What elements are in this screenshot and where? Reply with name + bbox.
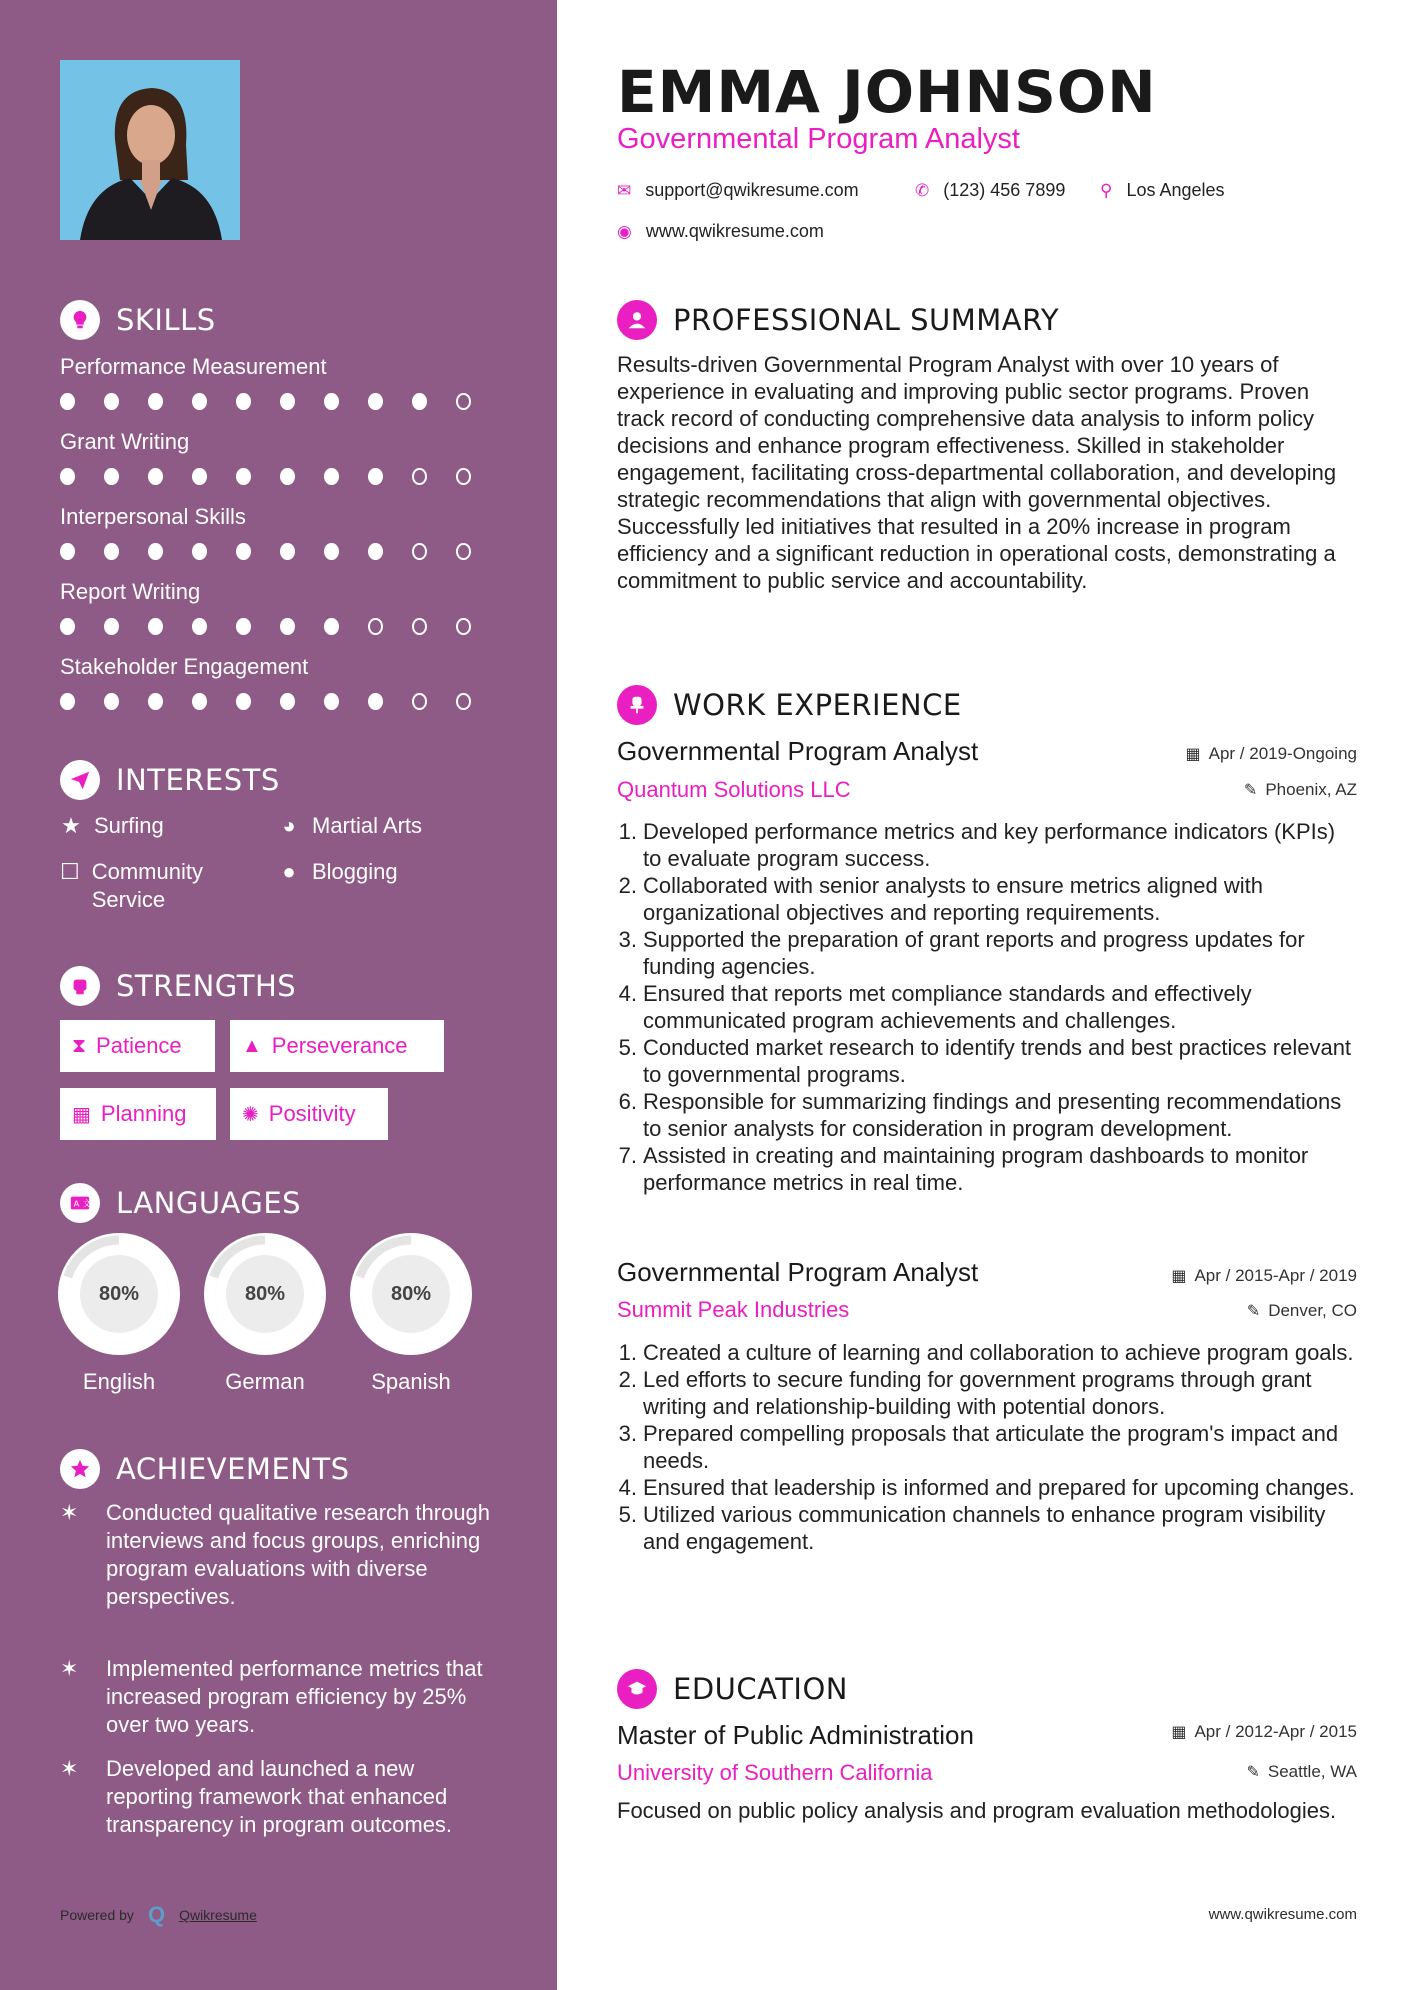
rating-dot	[412, 393, 427, 410]
strength-tag: ▦ Planning	[60, 1088, 216, 1140]
rating-dot	[368, 693, 383, 710]
fist-icon	[60, 966, 100, 1006]
rating-dot	[104, 543, 119, 560]
education-location: ✎ Seattle, WA	[1246, 1762, 1357, 1781]
list-item: 4. Ensured that reports met compliance standards and effectively communicated program achievements and challenges.	[618, 981, 1252, 1033]
qwikresume-logo-icon: Q	[147, 1902, 166, 1927]
strength-tag: ✺ Positivity	[230, 1088, 388, 1140]
list-item: 7. Assisted in creating and maintaining program dashboards to monitor performance metrics in real time.	[618, 1143, 1309, 1195]
job-responsibilities	[617, 1339, 1357, 1555]
language-ring	[58, 1233, 180, 1355]
language-level: 80%	[80, 1255, 158, 1333]
interests-heading	[60, 760, 280, 800]
rating-dot	[324, 393, 339, 410]
interest-item: ☐ Community Service	[60, 859, 203, 912]
rating-dot	[60, 543, 75, 560]
list-item: 3. Prepared compelling proposals that articulate the program's impact and needs.	[618, 1421, 1339, 1473]
list-item: 1. Created a culture of learning and collaboration to achieve program goals.	[618, 1340, 1354, 1365]
pin-icon: ✎	[1246, 1764, 1260, 1781]
lightbulb-icon	[60, 300, 100, 340]
rating-dot	[236, 393, 251, 410]
job-title: Governmental Program Analyst	[617, 736, 979, 766]
contact-location: ⚲ Los Angeles	[1100, 180, 1225, 200]
degree-title: Master of Public Administration	[617, 1720, 974, 1750]
language-item	[204, 1233, 326, 1395]
star-icon: ★	[61, 813, 81, 838]
contact-website[interactable]: ◉ www.qwikresume.com	[617, 221, 824, 241]
paper-plane-icon	[60, 760, 100, 800]
rating-dot	[236, 618, 251, 635]
user-icon	[617, 300, 657, 340]
list-item: 4. Ensured that leadership is informed and prepared for upcoming changes.	[618, 1475, 1355, 1500]
achievement-item: ✶ Implemented performance metrics that increased program efficiency by 25% over two years.	[60, 1656, 483, 1737]
skill-name: Stakeholder Engagement	[60, 654, 309, 679]
rating-dot	[456, 393, 471, 410]
sun-icon: ✺	[242, 1103, 259, 1126]
skill-item	[60, 503, 500, 560]
skill-rating	[60, 618, 500, 635]
map-pin-icon: ⚲	[1100, 180, 1113, 200]
rating-dot	[104, 618, 119, 635]
job-title: Governmental Program Analyst	[617, 1257, 979, 1287]
achievements-heading	[60, 1449, 350, 1489]
job-dates: ▦ Apr / 2015-Apr / 2019	[1171, 1266, 1357, 1285]
skill-rating	[60, 693, 500, 710]
skill-item	[60, 428, 500, 485]
rating-dot	[236, 693, 251, 710]
svg-text:A 文: A 文	[73, 1198, 91, 1209]
rating-dot	[412, 693, 427, 710]
rating-dot	[236, 468, 251, 485]
globe-icon: ◕	[282, 813, 296, 838]
envelope-icon: ✉	[617, 180, 632, 200]
rating-dot	[368, 393, 383, 410]
education-dates: ▦ Apr / 2012-Apr / 2015	[1171, 1722, 1357, 1741]
skill-name: Performance Measurement	[60, 354, 327, 379]
skill-name: Interpersonal Skills	[60, 504, 246, 529]
profile-photo	[60, 60, 240, 240]
rating-dot	[60, 393, 75, 410]
list-item: 3. Supported the preparation of grant reports and progress updates for funding agencies.	[618, 927, 1305, 979]
strength-tag: ⧗ Patience	[60, 1020, 215, 1072]
strengths-heading	[60, 966, 296, 1006]
rating-dot	[148, 693, 163, 710]
road-icon: ▲	[242, 1034, 262, 1057]
language-item	[58, 1233, 180, 1395]
rating-dot	[60, 618, 75, 635]
skill-rating	[60, 468, 500, 485]
language-name: English	[82, 1369, 156, 1394]
interests-title: INTERESTS	[116, 763, 280, 797]
language-name: Spanish	[371, 1369, 451, 1394]
rating-dot	[368, 468, 383, 485]
job-location: ✎ Phoenix, AZ	[1243, 780, 1357, 799]
rating-dot	[148, 543, 163, 560]
job-location: ✎ Denver, CO	[1246, 1301, 1357, 1320]
rating-dot	[192, 543, 207, 560]
list-item: 6. Responsible for summarizing findings and presenting recommendations to senior analysts for consideration in program development.	[618, 1089, 1342, 1141]
users-icon: ●	[282, 859, 296, 884]
language-level: 80%	[372, 1255, 450, 1333]
achievement-item: ✶ Developed and launched a new reporting framework that enhanced transparency in program outcomes.	[60, 1756, 453, 1837]
education-description: Focused on public policy analysis and program evaluation methodologies.	[617, 1798, 1337, 1823]
experience-title: WORK EXPERIENCE	[673, 688, 962, 722]
star-burst-icon: ✶	[60, 1500, 79, 1525]
job-company: Summit Peak Industries	[617, 1297, 850, 1322]
skill-rating	[60, 543, 500, 560]
rating-dot	[368, 543, 383, 560]
rating-dot	[192, 693, 207, 710]
skill-item	[60, 353, 500, 410]
summary-title: PROFESSIONAL SUMMARY	[673, 303, 1060, 337]
skill-name: Grant Writing	[60, 429, 190, 454]
language-name: German	[225, 1369, 305, 1394]
qwikresume-link[interactable]: Qwikresume	[179, 1907, 257, 1923]
skill-item	[60, 578, 500, 635]
rating-dot	[324, 693, 339, 710]
job-company: Quantum Solutions LLC	[617, 777, 851, 802]
summary-text: Results-driven Governmental Program Analyst with over 10 years of experience in evaluating and improving public sector programs. Proven track record of conducting comprehensive data analysis to inform policy decisions and enhance program effectiveness. Skilled in stakeholder engagement, facilitating cross-departmental collaboration, and developing strategic recommendations that align with governmental objectives. Successfully led initiatives that resulted in a 20% increase in program efficiency and a significant reduction in operational costs, demonstrating a commitment to public service and accountability.	[617, 352, 1337, 593]
list-item: 2. Collaborated with senior analysts to ensure metrics aligned with organizational objectives and reporting requirements.	[618, 873, 1263, 925]
language-ring	[350, 1233, 472, 1355]
list-item: 2. Led efforts to secure funding for government programs through grant writing and relationship-building with potential donors.	[618, 1367, 1312, 1419]
rating-dot	[192, 618, 207, 635]
rating-dot	[456, 618, 471, 635]
skill-item	[60, 653, 500, 710]
summary-heading	[617, 300, 1059, 340]
skills-title: SKILLS	[116, 303, 216, 337]
rating-dot	[148, 393, 163, 410]
rating-dot	[456, 693, 471, 710]
rating-dot	[280, 693, 295, 710]
rating-dot	[104, 468, 119, 485]
rating-dot	[148, 618, 163, 635]
skill-name: Report Writing	[60, 579, 201, 604]
pin-icon: ✎	[1246, 1303, 1261, 1320]
interest-item: ★ Surfing	[61, 813, 164, 838]
rating-dot	[60, 468, 75, 485]
rating-dot	[456, 543, 471, 560]
hand-icon: ☐	[60, 859, 80, 884]
rating-dot	[412, 543, 427, 560]
footer-url[interactable]: www.qwikresume.com	[1208, 1906, 1357, 1923]
rating-dot	[324, 468, 339, 485]
language-ring	[204, 1233, 326, 1355]
graduation-icon	[617, 1669, 657, 1709]
calendar-icon: ▦	[1171, 1268, 1187, 1285]
candidate-role: Governmental Program Analyst	[617, 123, 1020, 155]
candidate-name: EMMA JOHNSON	[617, 58, 1157, 126]
language-item	[350, 1233, 472, 1395]
skills-heading	[60, 300, 216, 340]
star-burst-icon: ✶	[60, 1656, 79, 1681]
rating-dot	[104, 693, 119, 710]
rating-dot	[368, 618, 383, 635]
language-level: 80%	[226, 1255, 304, 1333]
phone-icon: ✆	[915, 180, 930, 200]
list-item: 5. Utilized various communication channels to enhance program visibility and engagement.	[618, 1502, 1326, 1554]
sidebar	[0, 0, 557, 1990]
calendar-icon: ▦	[1185, 746, 1201, 763]
skill-rating	[60, 393, 500, 410]
education-heading	[617, 1669, 848, 1709]
job-dates: ▦ Apr / 2019-Ongoing	[1185, 744, 1357, 763]
experience-heading	[617, 685, 962, 725]
chair-icon	[617, 685, 657, 725]
rating-dot	[412, 618, 427, 635]
achievements-title: ACHIEVEMENTS	[116, 1452, 350, 1486]
pin-icon: ✎	[1243, 782, 1258, 799]
education-title: EDUCATION	[673, 1672, 849, 1706]
achievement-item: ✶ Conducted qualitative research through interviews and focus groups, enriching program evaluations with diverse perspectives.	[60, 1500, 491, 1609]
rating-dot	[104, 393, 119, 410]
badge-star-icon	[60, 1449, 100, 1489]
strengths-title: STRENGTHS	[116, 969, 297, 1003]
job-responsibilities	[617, 818, 1357, 1196]
list-item: 1. Developed performance metrics and key performance indicators (KPIs) to evaluate program success.	[618, 819, 1336, 871]
rating-dot	[280, 618, 295, 635]
interest-item: ◕ Martial Arts	[278, 812, 422, 840]
hourglass-icon: ⧗	[72, 1034, 87, 1057]
contact-phone: ✆ (123) 456 7899	[915, 180, 1066, 200]
calendar-icon: ▦	[1171, 1724, 1187, 1741]
rating-dot	[192, 393, 207, 410]
rating-dot	[236, 543, 251, 560]
list-item: 5. Conducted market research to identify trends and best practices relevant to governmental programs.	[618, 1035, 1352, 1087]
language-icon	[60, 1183, 100, 1223]
rating-dot	[148, 468, 163, 485]
school-name: University of Southern California	[617, 1760, 933, 1785]
contact-email[interactable]: ✉ support@qwikresume.com	[617, 180, 859, 200]
powered-by: Powered by Q Qwikresume	[60, 1902, 257, 1927]
languages-heading	[60, 1183, 301, 1223]
globe-icon: ◉	[617, 221, 632, 241]
main-content	[557, 0, 1407, 1990]
star-burst-icon: ✶	[60, 1756, 79, 1781]
rating-dot	[412, 468, 427, 485]
interest-item: ● Blogging	[278, 858, 398, 886]
calendar-icon: ▦	[72, 1103, 91, 1126]
rating-dot	[280, 393, 295, 410]
languages-title: LANGUAGES	[116, 1186, 302, 1220]
strength-tag: ▲ Perseverance	[230, 1020, 444, 1072]
rating-dot	[280, 468, 295, 485]
rating-dot	[192, 468, 207, 485]
rating-dot	[280, 543, 295, 560]
rating-dot	[324, 618, 339, 635]
rating-dot	[324, 543, 339, 560]
rating-dot	[60, 693, 75, 710]
rating-dot	[456, 468, 471, 485]
